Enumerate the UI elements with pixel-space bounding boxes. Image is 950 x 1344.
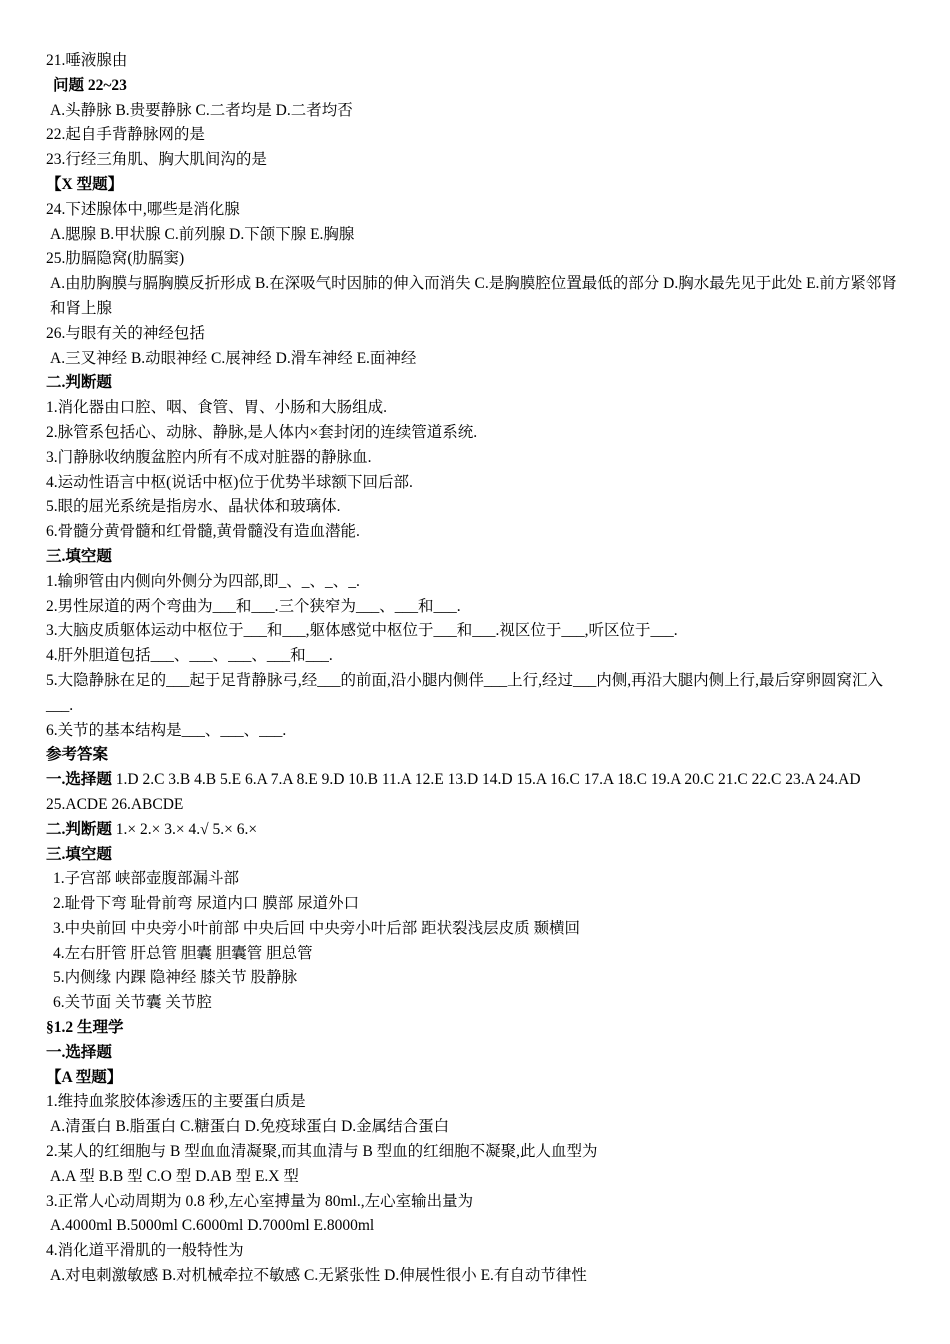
text-line: 2.耻骨下弯 耻骨前弯 尿道内口 膜部 尿道外口: [53, 895, 360, 913]
answer-text: 1.D 2.C 3.B 4.B 5.E 6.A 7.A 8.E 9.D 10.B 11.A 12.E 13.D 14.D 15.A 16.C 17.A 18.C 19.A 20.C 21.C 22.C 23.A 24.AD 25.ACDE 26.ABCDE: [46, 771, 861, 813]
text-line: 22.起自手背静脉网的是: [46, 126, 205, 144]
text-line: 3.大脑皮质躯体运动中枢位于___和___,躯体感觉中枢位于___和___.视区位于___,听区位于___.: [46, 622, 678, 640]
text-line: 1.输卵管由内侧向外侧分为四部,即_、_、_、_.: [46, 572, 360, 590]
text-line: 一.选择题: [46, 1043, 112, 1061]
text-line: A.对电刺激敏感 B.对机械牵拉不敏感 C.无紧张性 D.伸展性很小 E.有自动节律性: [50, 1267, 587, 1285]
text-line: 3.门静脉收纳腹盆腔内所有不成对脏器的静脉血.: [46, 448, 372, 466]
text-line: 6.关节面 关节囊 关节腔: [53, 994, 212, 1012]
text-line: A.清蛋白 B.脂蛋白 C.糖蛋白 D.免疫球蛋白 D.金属结合蛋白: [50, 1118, 450, 1136]
text-line: 5.眼的屈光系统是指房水、晶状体和玻璃体.: [46, 498, 341, 516]
text-line: 参考答案: [46, 746, 109, 764]
section-label: 二.判断题: [46, 820, 112, 838]
text-line: §1.2 生理学: [46, 1019, 124, 1037]
text-line: 【X 型题】: [46, 175, 124, 193]
text-line: [46, 768, 910, 818]
text-line: 三.填空题: [46, 547, 112, 565]
text-line: 4.左右肝管 肝总管 胆囊 胆囊管 胆总管: [53, 944, 313, 962]
text-line: 3.正常人心动周期为 0.8 秒,左心室搏量为 80ml.,左心室输出量为: [46, 1192, 474, 1210]
text-line: 问题 22~23: [53, 76, 127, 94]
text-line: 4.消化道平滑肌的一般特性为: [46, 1242, 244, 1260]
text-line: 1.消化器由口腔、咽、食管、胃、小肠和大肠组成.: [46, 399, 388, 417]
text-line: 2.某人的红细胞与 B 型血血清凝聚,而其血清与 B 型血的红细胞不凝聚,此人血型为: [46, 1143, 598, 1161]
document-body: [46, 49, 910, 1289]
text-line: 4.运动性语言中枢(说话中枢)位于优势半球额下回后部.: [46, 473, 413, 491]
text-line: 三.填空题: [46, 845, 112, 863]
text-line: 3.中央前回 中央旁小叶前部 中央后回 中央旁小叶后部 距状裂浅层皮质 颞横回: [53, 919, 581, 937]
text-line: 4.肝外胆道包括___、___、___、___和___.: [46, 647, 333, 665]
section-label: 一.选择题: [46, 771, 112, 789]
text-line: A.A 型 B.B 型 C.O 型 D.AB 型 E.X 型: [50, 1167, 299, 1185]
text-line: A.腮腺 B.甲状腺 C.前列腺 D.下颌下腺 E.胸腺: [50, 225, 355, 243]
text-line: 23.行经三角肌、胸大肌间沟的是: [46, 151, 267, 169]
text-line: A.头静脉 B.贵要静脉 C.二者均是 D.二者均否: [50, 101, 353, 119]
text-line: 6.关节的基本结构是___、___、___.: [46, 721, 287, 739]
text-line: A.由肋胸膜与膈胸膜反折形成 B.在深吸气时因肺的伸入而消失 C.是胸膜腔位置最低的部分 D.胸水最先见于此处 E.前方紧邻肾和肾上腺: [50, 275, 897, 317]
text-line: 25.肋膈隐窝(肋膈窦): [46, 250, 185, 268]
text-line: 24.下述腺体中,哪些是消化腺: [46, 200, 240, 218]
text-line: 2.脉管系包括心、动脉、静脉,是人体内×套封闭的连续管道系统.: [46, 423, 478, 441]
text-line: 21.唾液腺由: [46, 52, 128, 69]
text-line: 5.大隐静脉在足的___起于足背静脉弓,经___的前面,沿小腿内侧伴___上行,经过___内侧,再沿大腿内侧上行,最后穿卵圆窝汇入___.: [46, 671, 884, 714]
text-line: 1.维持血浆胶体渗透压的主要蛋白质是: [46, 1093, 306, 1111]
text-line: 2.男性尿道的两个弯曲为___和___.三个狭窄为___、___和___.: [46, 597, 461, 615]
text-line: 【A 型题】: [46, 1068, 123, 1086]
text-line: A.4000ml B.5000ml C.6000ml D.7000ml E.8000ml: [50, 1217, 375, 1235]
text-line: [46, 818, 910, 843]
text-line: 二.判断题: [46, 374, 112, 392]
text-line: 1.子宫部 峡部壶腹部漏斗部: [53, 870, 240, 888]
answer-text: 1.× 2.× 3.× 4.√ 5.× 6.×: [111, 820, 258, 838]
text-line: A.三叉神经 B.动眼神经 C.展神经 D.滑车神经 E.面神经: [50, 349, 417, 367]
text-line: 26.与眼有关的神经包括: [46, 324, 205, 342]
text-line: 5.内侧缘 内踝 隐神经 膝关节 股静脉: [53, 969, 298, 987]
text-line: 6.骨髓分黄骨髓和红骨髓,黄骨髓没有造血潜能.: [46, 523, 360, 541]
